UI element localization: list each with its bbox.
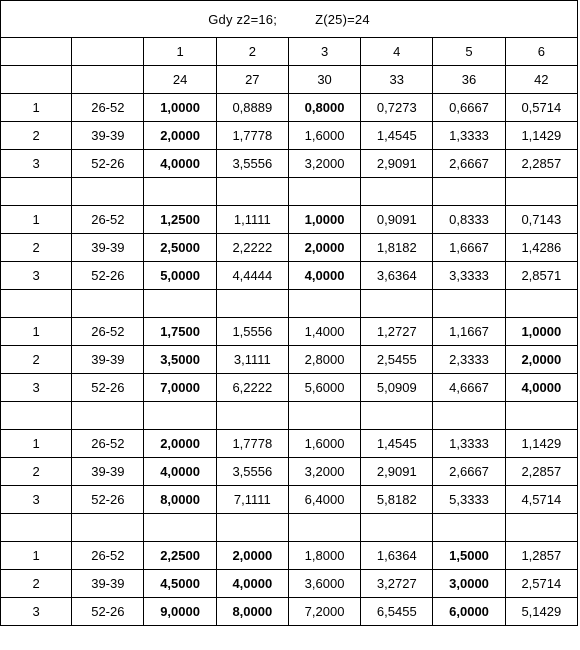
ratio-value: 0,7143 bbox=[505, 206, 577, 234]
row-number: 1 bbox=[1, 430, 72, 458]
block-separator-row bbox=[1, 178, 578, 206]
row-number: 1 bbox=[1, 542, 72, 570]
ratio-value: 4,0000 bbox=[505, 374, 577, 402]
title-left: Gdy z2=16; bbox=[208, 11, 278, 27]
ratio-value: 7,0000 bbox=[144, 374, 216, 402]
column-number: 2 bbox=[216, 38, 288, 66]
gear-pair: 26-52 bbox=[72, 206, 144, 234]
ratio-value: 3,3333 bbox=[433, 262, 505, 290]
ratio-value: 2,2857 bbox=[505, 150, 577, 178]
ratio-value: 1,7778 bbox=[216, 430, 288, 458]
ratio-value: 8,0000 bbox=[216, 598, 288, 626]
gear-pair: 39-39 bbox=[72, 234, 144, 262]
ratio-value: 0,9091 bbox=[361, 206, 433, 234]
ratio-value: 2,5714 bbox=[505, 570, 577, 598]
ratio-value: 5,6000 bbox=[288, 374, 360, 402]
empty-cell bbox=[1, 290, 72, 318]
empty-cell bbox=[505, 402, 577, 430]
gear-pair: 52-26 bbox=[72, 598, 144, 626]
ratio-value: 6,0000 bbox=[433, 598, 505, 626]
ratio-value: 2,5455 bbox=[361, 346, 433, 374]
gear-pair: 26-52 bbox=[72, 542, 144, 570]
ratio-value: 1,2857 bbox=[505, 542, 577, 570]
ratio-value: 2,9091 bbox=[361, 150, 433, 178]
ratio-value: 2,2500 bbox=[144, 542, 216, 570]
gear-pair: 26-52 bbox=[72, 318, 144, 346]
teeth-count: 33 bbox=[361, 66, 433, 94]
empty-cell bbox=[505, 178, 577, 206]
empty-cell bbox=[1, 178, 72, 206]
empty-cell bbox=[505, 290, 577, 318]
empty-header-cell bbox=[72, 66, 144, 94]
gear-pair: 52-26 bbox=[72, 150, 144, 178]
gear-pair: 39-39 bbox=[72, 570, 144, 598]
ratio-value: 1,2727 bbox=[361, 318, 433, 346]
table-row bbox=[1, 598, 578, 626]
table-title bbox=[1, 1, 578, 38]
row-number: 2 bbox=[1, 234, 72, 262]
ratio-value: 4,6667 bbox=[433, 374, 505, 402]
empty-cell bbox=[144, 178, 216, 206]
ratio-value: 1,1429 bbox=[505, 122, 577, 150]
ratio-value: 1,8000 bbox=[288, 542, 360, 570]
table-row bbox=[1, 542, 578, 570]
ratio-value: 1,1429 bbox=[505, 430, 577, 458]
column-number-row bbox=[1, 38, 578, 66]
column-number: 3 bbox=[288, 38, 360, 66]
empty-cell bbox=[433, 514, 505, 542]
empty-cell bbox=[216, 178, 288, 206]
row-number: 2 bbox=[1, 346, 72, 374]
ratio-value: 1,6000 bbox=[288, 122, 360, 150]
ratio-value: 2,8000 bbox=[288, 346, 360, 374]
ratio-value: 6,5455 bbox=[361, 598, 433, 626]
ratio-value: 5,0000 bbox=[144, 262, 216, 290]
row-number: 3 bbox=[1, 262, 72, 290]
ratio-value: 1,3333 bbox=[433, 122, 505, 150]
ratio-value: 2,8571 bbox=[505, 262, 577, 290]
ratio-value: 2,6667 bbox=[433, 458, 505, 486]
row-number: 3 bbox=[1, 150, 72, 178]
gear-pair: 26-52 bbox=[72, 430, 144, 458]
table-row bbox=[1, 486, 578, 514]
empty-cell bbox=[72, 402, 144, 430]
empty-header-cell bbox=[1, 38, 72, 66]
ratio-value: 1,0000 bbox=[505, 318, 577, 346]
gear-pair: 52-26 bbox=[72, 486, 144, 514]
empty-cell bbox=[288, 290, 360, 318]
empty-cell bbox=[433, 290, 505, 318]
ratio-value: 2,5000 bbox=[144, 234, 216, 262]
empty-cell bbox=[361, 178, 433, 206]
table-row bbox=[1, 374, 578, 402]
ratio-value: 3,6364 bbox=[361, 262, 433, 290]
teeth-count: 42 bbox=[505, 66, 577, 94]
ratio-value: 8,0000 bbox=[144, 486, 216, 514]
ratio-value: 0,8000 bbox=[288, 94, 360, 122]
empty-cell bbox=[361, 514, 433, 542]
ratio-value: 2,3333 bbox=[433, 346, 505, 374]
table-row bbox=[1, 318, 578, 346]
ratio-value: 2,2857 bbox=[505, 458, 577, 486]
teeth-count: 24 bbox=[144, 66, 216, 94]
table-row bbox=[1, 94, 578, 122]
block-separator-row bbox=[1, 514, 578, 542]
column-number: 1 bbox=[144, 38, 216, 66]
empty-header-cell bbox=[72, 38, 144, 66]
ratio-value: 4,0000 bbox=[144, 458, 216, 486]
ratio-value: 0,8889 bbox=[216, 94, 288, 122]
table-row bbox=[1, 346, 578, 374]
ratio-value: 3,5556 bbox=[216, 458, 288, 486]
ratio-value: 3,5000 bbox=[144, 346, 216, 374]
ratio-value: 0,6667 bbox=[433, 94, 505, 122]
ratio-value: 0,8333 bbox=[433, 206, 505, 234]
ratio-value: 3,2000 bbox=[288, 150, 360, 178]
ratio-value: 4,0000 bbox=[288, 262, 360, 290]
row-number: 1 bbox=[1, 94, 72, 122]
ratio-value: 5,0909 bbox=[361, 374, 433, 402]
row-number: 1 bbox=[1, 318, 72, 346]
ratio-value: 1,5556 bbox=[216, 318, 288, 346]
ratio-value: 5,3333 bbox=[433, 486, 505, 514]
column-number: 5 bbox=[433, 38, 505, 66]
ratio-value: 3,2727 bbox=[361, 570, 433, 598]
ratio-value: 1,4545 bbox=[361, 122, 433, 150]
row-number: 3 bbox=[1, 598, 72, 626]
ratio-value: 2,0000 bbox=[505, 346, 577, 374]
ratio-value: 1,2500 bbox=[144, 206, 216, 234]
ratio-value: 7,2000 bbox=[288, 598, 360, 626]
column-number: 4 bbox=[361, 38, 433, 66]
ratio-value: 5,8182 bbox=[361, 486, 433, 514]
ratio-value: 2,0000 bbox=[144, 430, 216, 458]
empty-cell bbox=[1, 514, 72, 542]
row-number: 2 bbox=[1, 458, 72, 486]
teeth-count: 36 bbox=[433, 66, 505, 94]
ratio-value: 0,7273 bbox=[361, 94, 433, 122]
column-number: 6 bbox=[505, 38, 577, 66]
row-number: 2 bbox=[1, 570, 72, 598]
empty-cell bbox=[72, 514, 144, 542]
gear-pair: 39-39 bbox=[72, 122, 144, 150]
ratio-value: 1,6364 bbox=[361, 542, 433, 570]
block-separator-row bbox=[1, 290, 578, 318]
ratio-value: 1,7778 bbox=[216, 122, 288, 150]
ratio-value: 1,3333 bbox=[433, 430, 505, 458]
empty-cell bbox=[144, 514, 216, 542]
ratio-value: 9,0000 bbox=[144, 598, 216, 626]
teeth-row bbox=[1, 66, 578, 94]
ratio-value: 1,0000 bbox=[144, 94, 216, 122]
ratio-value: 4,0000 bbox=[144, 150, 216, 178]
ratio-value: 1,8182 bbox=[361, 234, 433, 262]
empty-cell bbox=[433, 402, 505, 430]
table-row bbox=[1, 122, 578, 150]
ratio-value: 4,0000 bbox=[216, 570, 288, 598]
empty-cell bbox=[433, 178, 505, 206]
table-row bbox=[1, 430, 578, 458]
ratio-value: 1,7500 bbox=[144, 318, 216, 346]
ratio-value: 2,6667 bbox=[433, 150, 505, 178]
ratio-value: 2,0000 bbox=[288, 234, 360, 262]
ratio-value: 1,6000 bbox=[288, 430, 360, 458]
ratio-value: 3,1111 bbox=[216, 346, 288, 374]
empty-cell bbox=[361, 402, 433, 430]
empty-cell bbox=[72, 178, 144, 206]
ratio-value: 4,5714 bbox=[505, 486, 577, 514]
empty-cell bbox=[288, 514, 360, 542]
teeth-count: 30 bbox=[288, 66, 360, 94]
ratio-value: 1,4000 bbox=[288, 318, 360, 346]
row-number: 3 bbox=[1, 486, 72, 514]
ratio-value: 4,5000 bbox=[144, 570, 216, 598]
gear-pair: 52-26 bbox=[72, 374, 144, 402]
ratio-value: 0,5714 bbox=[505, 94, 577, 122]
ratio-value: 3,5556 bbox=[216, 150, 288, 178]
empty-cell bbox=[144, 290, 216, 318]
ratio-value: 1,1667 bbox=[433, 318, 505, 346]
empty-cell bbox=[1, 402, 72, 430]
empty-cell bbox=[216, 514, 288, 542]
ratio-value: 6,2222 bbox=[216, 374, 288, 402]
ratio-value: 1,4286 bbox=[505, 234, 577, 262]
row-number: 3 bbox=[1, 374, 72, 402]
table-row bbox=[1, 206, 578, 234]
ratio-table-body bbox=[1, 1, 578, 626]
gear-pair: 26-52 bbox=[72, 94, 144, 122]
ratio-value: 7,1111 bbox=[216, 486, 288, 514]
teeth-count: 27 bbox=[216, 66, 288, 94]
gear-pair: 39-39 bbox=[72, 458, 144, 486]
ratio-value: 1,6667 bbox=[433, 234, 505, 262]
ratio-value: 3,0000 bbox=[433, 570, 505, 598]
table-row bbox=[1, 262, 578, 290]
ratio-value: 3,6000 bbox=[288, 570, 360, 598]
ratio-value: 1,5000 bbox=[433, 542, 505, 570]
ratio-value: 5,1429 bbox=[505, 598, 577, 626]
empty-header-cell bbox=[1, 66, 72, 94]
table-row bbox=[1, 570, 578, 598]
empty-cell bbox=[288, 178, 360, 206]
ratio-value: 1,1111 bbox=[216, 206, 288, 234]
ratio-value: 2,2222 bbox=[216, 234, 288, 262]
table-row bbox=[1, 234, 578, 262]
empty-cell bbox=[361, 290, 433, 318]
block-separator-row bbox=[1, 402, 578, 430]
empty-cell bbox=[144, 402, 216, 430]
table-row bbox=[1, 150, 578, 178]
ratio-value: 3,2000 bbox=[288, 458, 360, 486]
row-number: 2 bbox=[1, 122, 72, 150]
ratio-value: 2,0000 bbox=[216, 542, 288, 570]
empty-cell bbox=[505, 514, 577, 542]
empty-cell bbox=[72, 290, 144, 318]
empty-cell bbox=[288, 402, 360, 430]
ratio-value: 1,0000 bbox=[288, 206, 360, 234]
row-number: 1 bbox=[1, 206, 72, 234]
ratio-value: 2,9091 bbox=[361, 458, 433, 486]
ratio-value: 2,0000 bbox=[144, 122, 216, 150]
empty-cell bbox=[216, 402, 288, 430]
ratio-value: 1,4545 bbox=[361, 430, 433, 458]
title-row bbox=[1, 1, 578, 38]
title-right: Z(25)=24 bbox=[315, 11, 370, 27]
gear-pair: 52-26 bbox=[72, 262, 144, 290]
empty-cell bbox=[216, 290, 288, 318]
table-row bbox=[1, 458, 578, 486]
ratio-value: 4,4444 bbox=[216, 262, 288, 290]
gear-pair: 39-39 bbox=[72, 346, 144, 374]
ratio-value: 6,4000 bbox=[288, 486, 360, 514]
